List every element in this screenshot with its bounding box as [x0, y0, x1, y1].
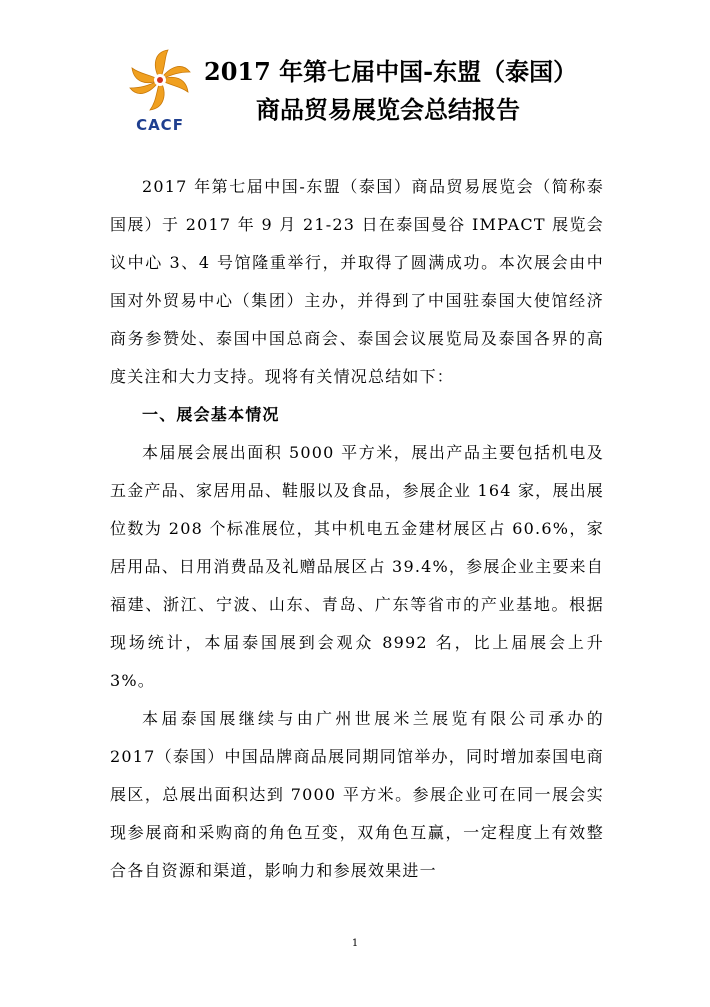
intro-paragraph: 2017 年第七届中国-东盟（泰国）商品贸易展览会（简称泰国展）于 2017 年 9 月 21-23 日在泰国曼谷 IMPACT 展览会议中心 3、4 号馆隆重举行，并取得了圆满成功。本次展会由中国对外贸易中心（集团）主办，并得到了中国驻泰国大使馆经济商务参赞处、泰国中国总商会、泰国会议展览局及泰国各界的高度关注和大力支持。现将有关情况总结如下：: [110, 177, 604, 386]
page-number: 1: [351, 938, 359, 949]
body-paragraph: 本届展会展出面积 5000 平方米，展出产品主要包括机电及五金产品、家居用品、鞋服以及食品，参展企业 164 家，展出展位数为 208 个标准展位，其中机电五金建材展区占 60.6%，家居用品、日用消费品及礼赠品展区占 39.4%，参展企业主要来自福建、浙江、宁波、山东、青岛、广东等省市的产业基地。根据现场统计，本届泰国展到会观众 8992 名，比上届展会上升 3%。: [110, 443, 604, 690]
document-body: [110, 168, 604, 890]
document-header: [120, 38, 710, 148]
flower-logo-icon: [124, 44, 196, 116]
title-line-2: 商品贸易展览会总结报告: [256, 95, 520, 124]
cacf-logo: [124, 44, 196, 136]
body-paragraph: 本届泰国展继续与由广州世展米兰展览有限公司承办的 2017（泰国）中国品牌商品展同期同馆举办，同时增加泰国电商展区，总展出面积达到 7000 平方米。参展企业可在同一展会实现参展商和采购商的角色互变，双角色互赢，一定程度上有效整合各自资源和渠道，影响力和参展效果进一: [110, 709, 604, 880]
title-line-1: 2017 年第七届中国-东盟（泰国）: [204, 57, 578, 86]
section-heading: 一、展会基本情况: [142, 405, 280, 424]
logo-text: CACF: [136, 116, 184, 134]
